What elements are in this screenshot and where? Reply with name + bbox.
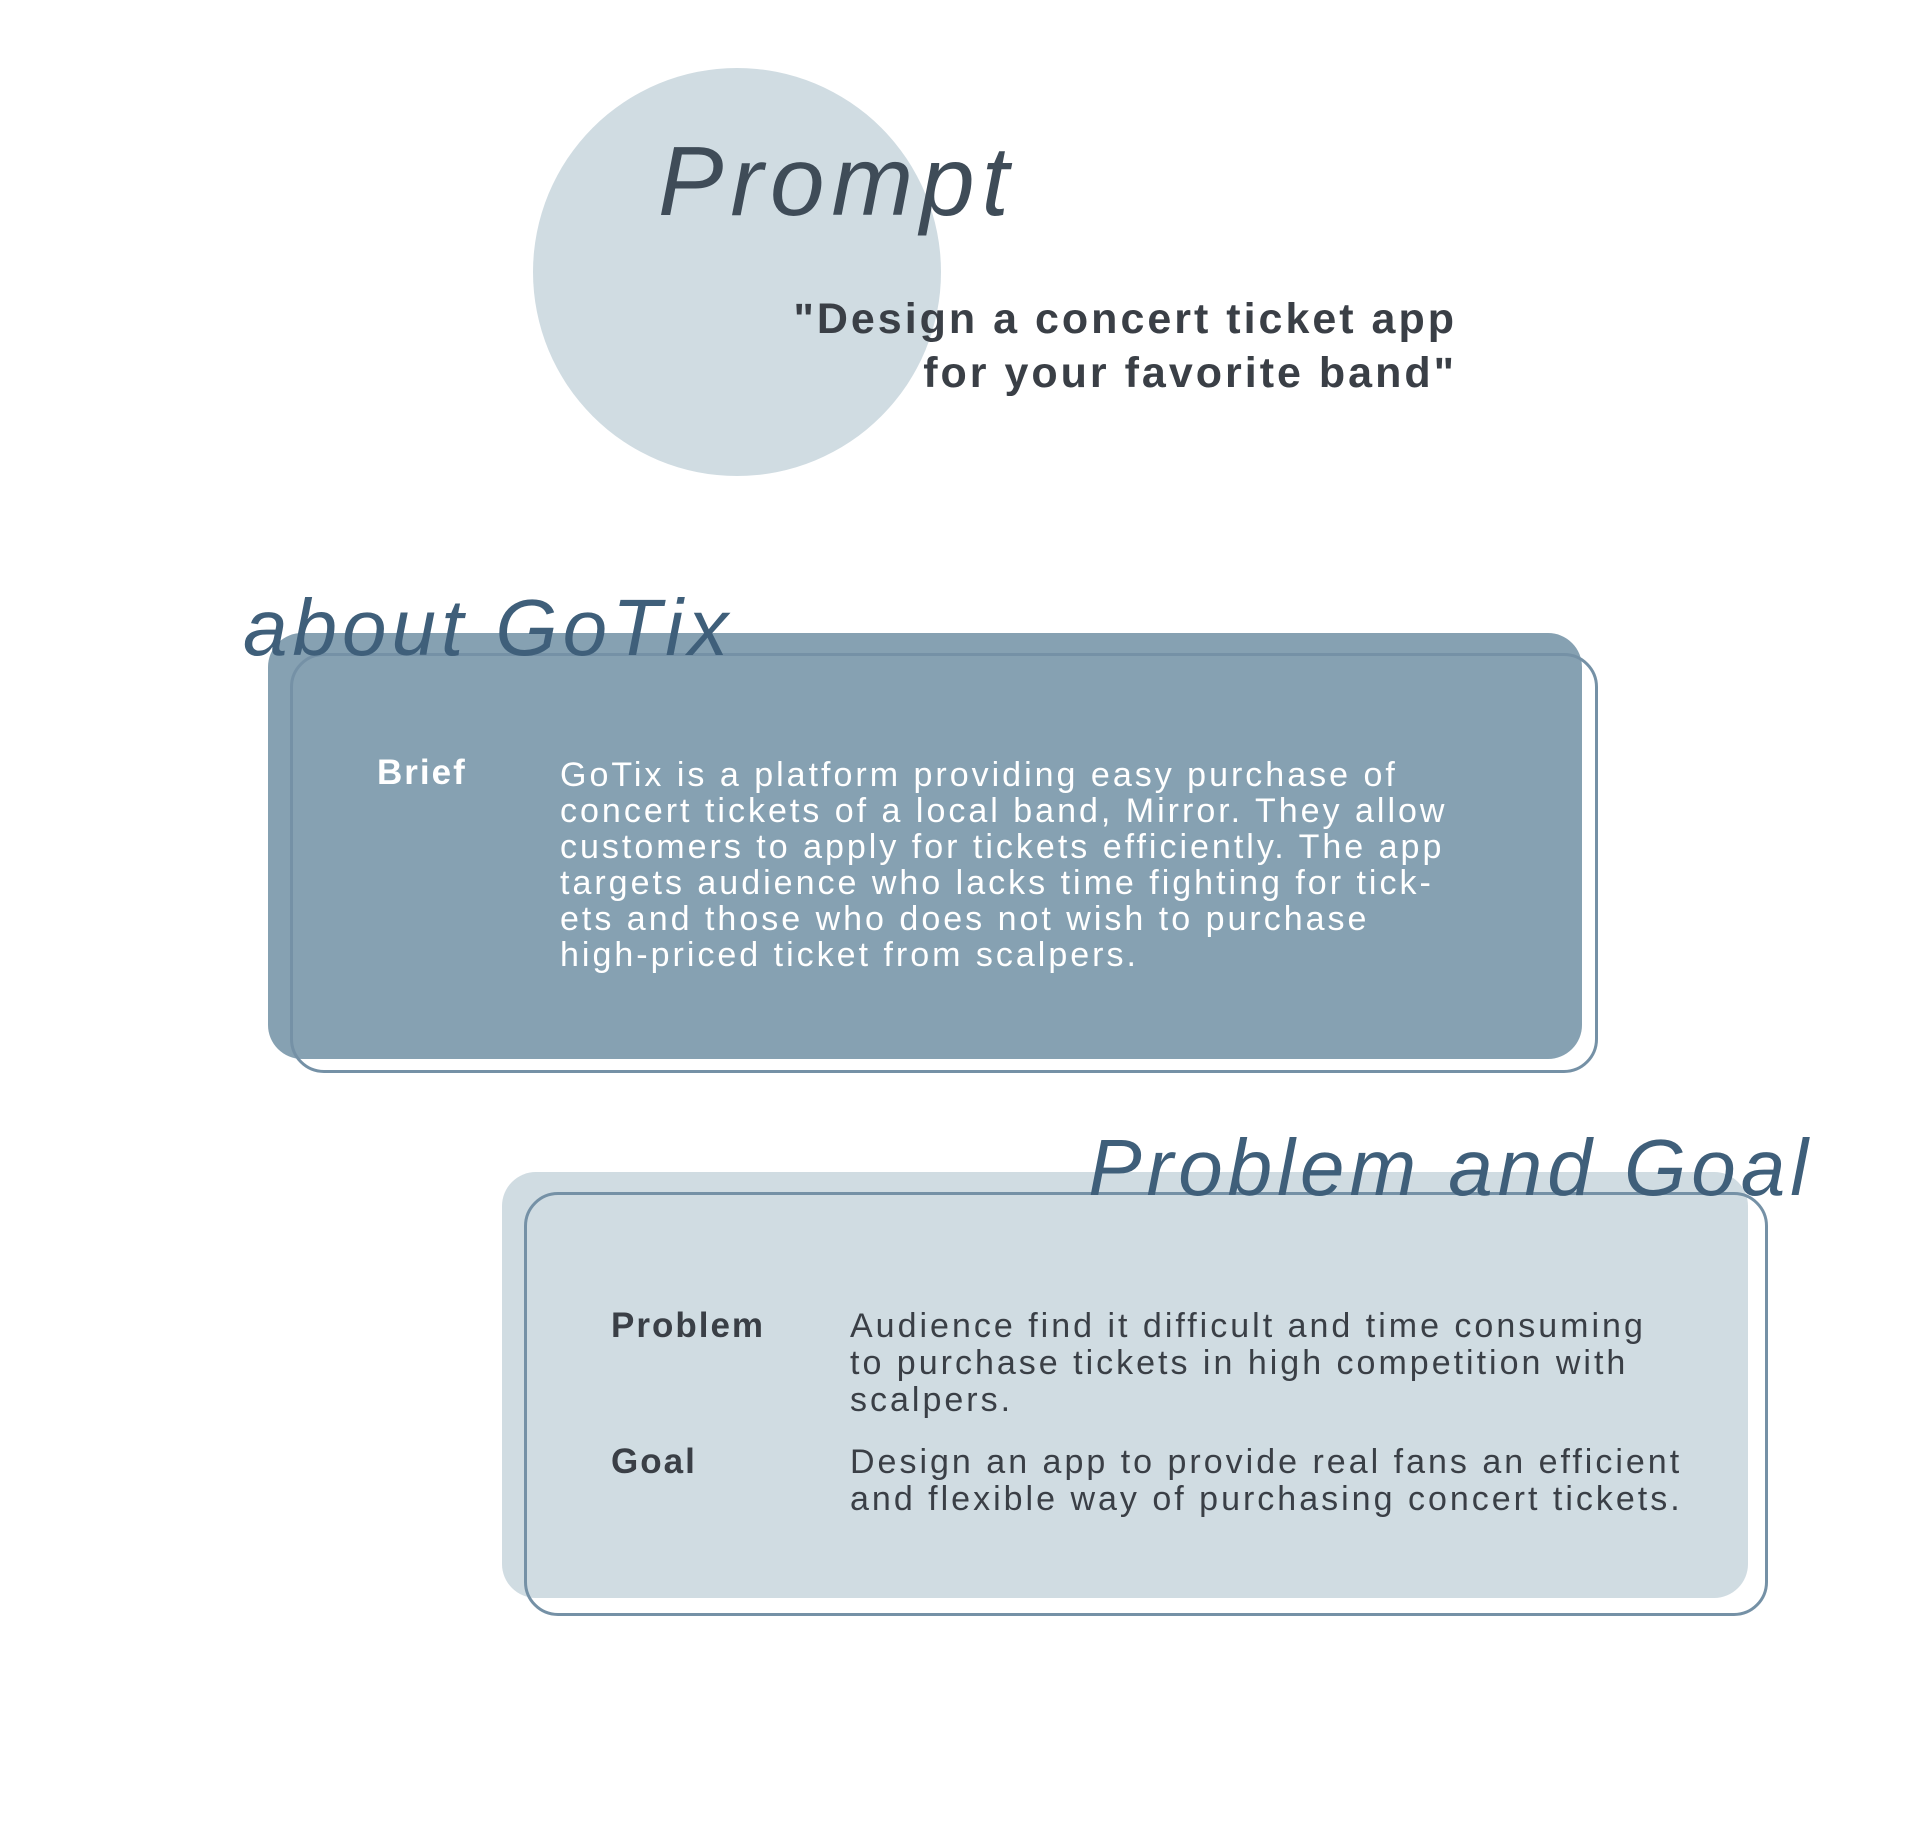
brief-line: targets audience who lacks time fighting for tick-	[560, 864, 1434, 902]
goal-line: and flexible way of purchasing concert tickets.	[850, 1480, 1683, 1518]
brief-line: concert tickets of a local band, Mirror. They allow	[560, 792, 1448, 830]
prompt-quote	[793, 292, 1457, 400]
brief-label: Brief	[377, 753, 467, 792]
problem-line: Audience find it difficult and time consuming	[850, 1307, 1646, 1345]
brief-line: GoTix is a platform providing easy purchase of	[560, 756, 1398, 794]
problem-goal-title: Problem and Goal	[1088, 1123, 1813, 1212]
prompt-quote-line: for your favorite band"	[923, 349, 1457, 397]
goal-text	[850, 1444, 1750, 1518]
problem-line: to purchase tickets in high competition with	[850, 1344, 1629, 1382]
brief-line: high-priced ticket from scalpers.	[560, 936, 1139, 974]
brief-line: ets and those who does not wish to purchase	[560, 900, 1370, 938]
problem-text	[850, 1308, 1750, 1419]
prompt-quote-line: "Design a concert ticket app	[793, 295, 1457, 343]
about-title: about GoTix	[243, 583, 734, 672]
problem-line: scalpers.	[850, 1381, 1014, 1419]
goal-line: Design an app to provide real fans an efficient	[850, 1443, 1683, 1481]
goal-label: Goal	[611, 1442, 697, 1481]
problem-label: Problem	[611, 1306, 766, 1345]
brief-line: customers to apply for tickets efficiently. The app	[560, 828, 1445, 866]
prompt-title: Prompt	[658, 126, 1016, 236]
brief-text	[560, 757, 1520, 973]
